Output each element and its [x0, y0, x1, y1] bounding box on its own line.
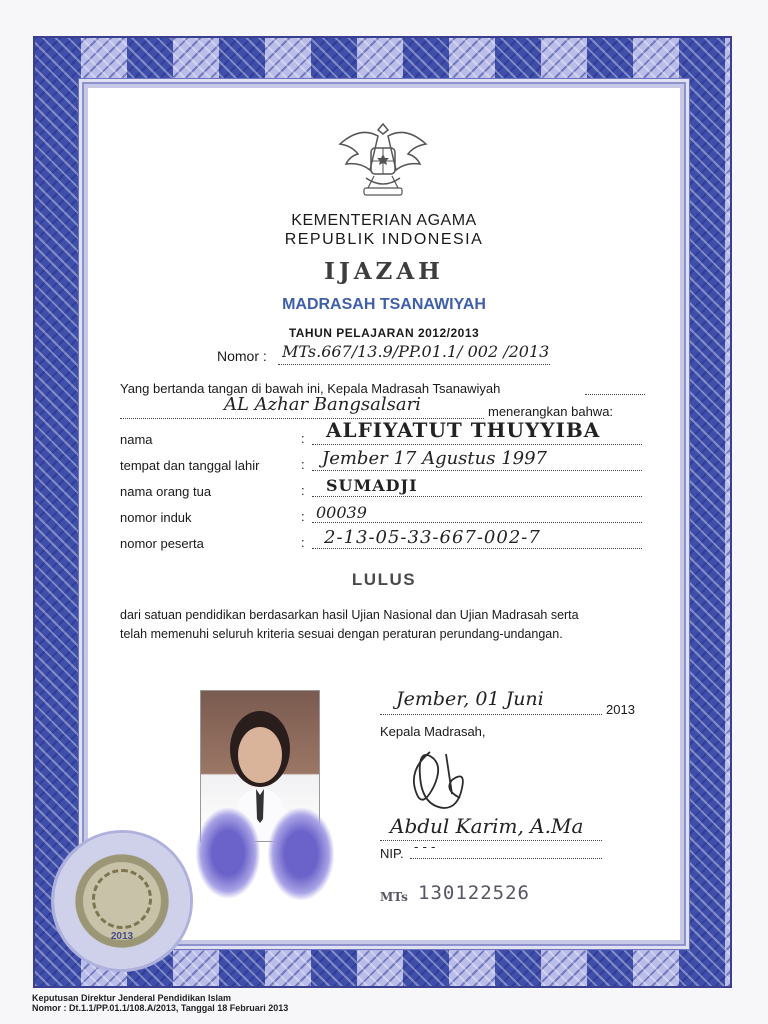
field-line: [312, 470, 642, 471]
school-type: MADRASAH TSANAWIYAH: [282, 296, 486, 313]
field-colon: :: [301, 509, 305, 524]
field-line: [312, 496, 642, 497]
field-label-peserta: nomor peserta: [120, 536, 204, 551]
serial-prefix: MTs: [380, 890, 408, 904]
document-title: IJAZAH: [324, 258, 444, 285]
hologram-seal: [54, 833, 190, 969]
statement-line-1: dari satuan pendidikan berdasarkan hasil Ujian Nasional dan Ujian Madrasah serta: [120, 608, 579, 622]
place-date-line: [380, 714, 602, 715]
nip-label: NIP.: [380, 846, 404, 861]
left-thumbprint: [196, 808, 260, 898]
garuda-emblem-icon: [336, 118, 430, 204]
principal-signature: [400, 744, 480, 820]
field-value-peserta: 2-13-05-33-667-002-7: [324, 527, 541, 548]
field-value-parent: SUMADJI: [326, 476, 418, 495]
field-value-induk: 00039: [316, 503, 367, 522]
field-colon: :: [301, 535, 305, 550]
field-label-induk: nomor induk: [120, 510, 192, 525]
school-year: TAHUN PELAJARAN 2012/2013: [288, 326, 480, 340]
place-date: Jember, 01 Juni: [396, 688, 544, 710]
field-colon: :: [301, 457, 305, 472]
right-thumbprint: [268, 808, 334, 900]
field-label-ttl: tempat dan tanggal lahir: [120, 458, 260, 473]
field-label-nama: nama: [120, 432, 153, 447]
ministry-name: KEMENTERIAN AGAMA: [291, 212, 477, 229]
statement-line-2: telah memenuhi seluruh kriteria sesuai dengan peraturan perundang-undangan.: [120, 627, 563, 641]
principal-name: Abdul Karim, A.Ma: [390, 814, 584, 838]
result-label: LULUS: [351, 570, 417, 589]
seal-ring: [92, 869, 152, 929]
nip-line: [410, 858, 602, 859]
intro-line: Yang bertanda tangan di bawah ini, Kepala Madrasah Tsanawiyah: [120, 381, 501, 396]
field-value-nama: ALFIYATUT THUYYIBA: [326, 418, 601, 442]
nip-value: - - -: [414, 840, 436, 855]
seal-year: 2013: [110, 931, 134, 942]
intro-line-end: menerangkan bahwa:: [488, 404, 614, 419]
field-label-parent: nama orang tua: [120, 484, 212, 499]
field-colon: :: [301, 483, 305, 498]
school-name: AL Azhar Bangsalsari: [224, 394, 421, 415]
field-line: [312, 444, 642, 445]
serial-number: 130122526: [418, 882, 530, 904]
nomor-line: [278, 364, 550, 365]
principal-title: Kepala Madrasah,: [380, 724, 486, 739]
field-line: [312, 548, 642, 549]
field-colon: :: [301, 431, 305, 446]
footer-decree-number: Nomor : Dt.1.1/PP.01.1/108.A/2013, Tanggal 18 Februari 2013: [32, 1003, 289, 1013]
intro-line-dots: [585, 394, 645, 395]
field-value-ttl: Jember 17 Agustus 1997: [322, 448, 548, 469]
sign-year: 2013: [606, 702, 635, 717]
footer-decree: Keputusan Direktur Jenderal Pendidikan Islam: [32, 993, 232, 1003]
field-line: [312, 522, 642, 523]
country-name: REPUBLIK INDONESIA: [284, 231, 484, 248]
nomor-value: MTs.667/13.9/PP.01.1/ 002 /2013: [282, 342, 550, 361]
nomor-label: Nomor :: [217, 348, 267, 364]
